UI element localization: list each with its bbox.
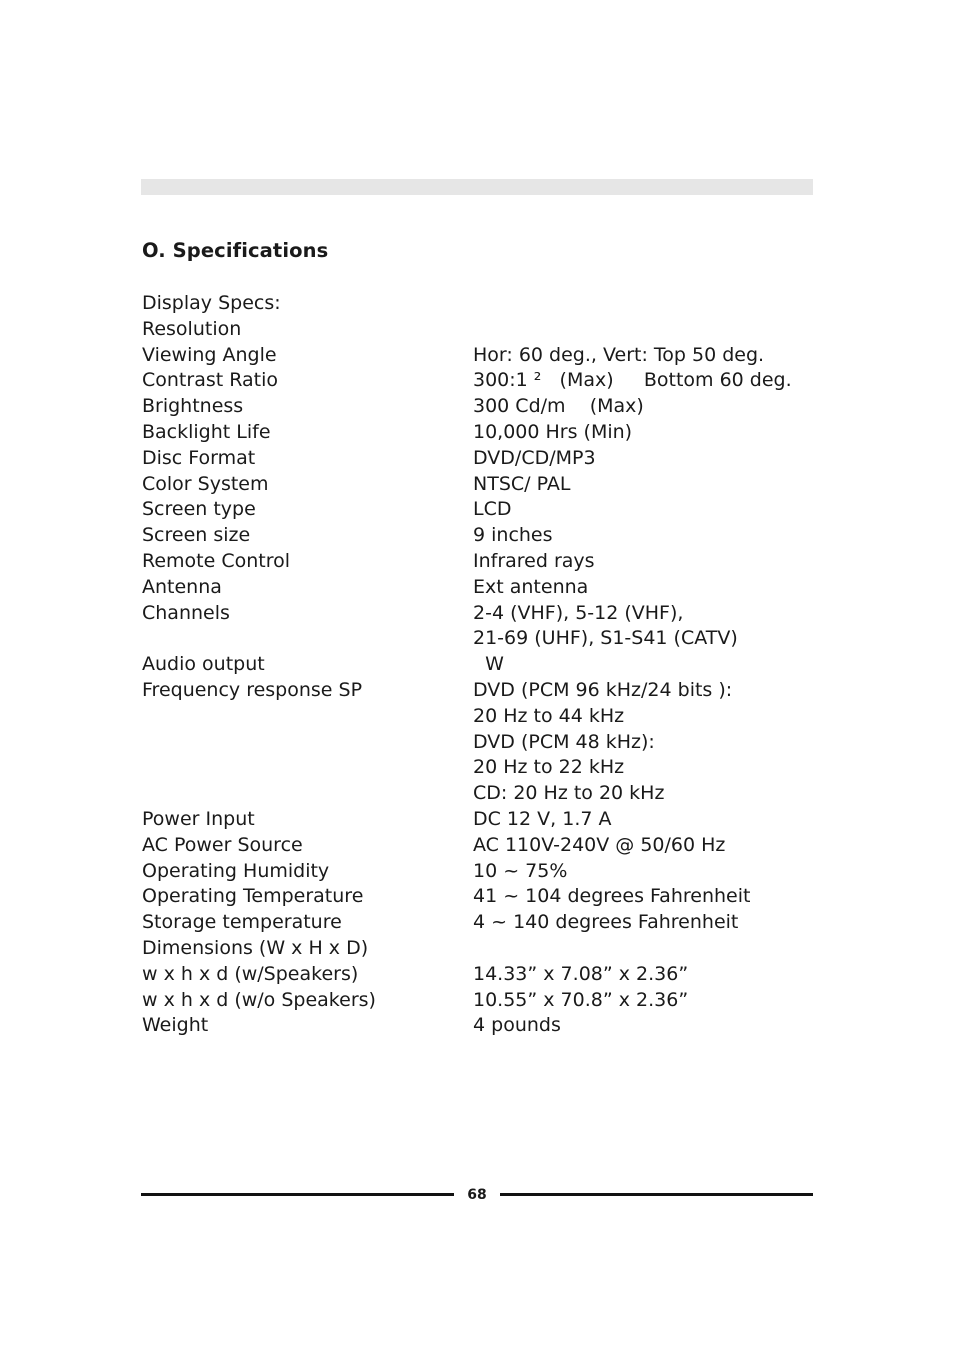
spec-label: Weight <box>142 1014 209 1037</box>
spec-row <box>142 704 822 730</box>
spec-row <box>142 394 822 420</box>
spec-value: 14.33” x 7.08” x 2.36” <box>473 962 689 985</box>
spec-value: 20 Hz to 22 kHz <box>473 756 625 779</box>
section-title: O. Specifications <box>142 239 329 262</box>
spec-label: Dimensions (W x H x D) <box>142 936 369 959</box>
spec-row <box>142 368 822 394</box>
spec-row <box>142 884 822 910</box>
spec-value: 10.55” x 70.8” x 2.36” <box>473 988 689 1011</box>
header-bar <box>141 179 813 195</box>
footer-divider-left <box>141 1193 454 1196</box>
spec-row <box>142 807 822 833</box>
spec-value: DVD (PCM 48 kHz): <box>473 730 655 753</box>
spec-row <box>142 962 822 988</box>
spec-label: Resolution <box>142 317 242 340</box>
spec-label: Operating Temperature <box>142 885 364 908</box>
spec-label: Audio output <box>142 653 265 676</box>
spec-value: AC 110V-240V @ 50/60 Hz <box>473 833 726 856</box>
spec-label: AC Power Source <box>142 833 303 856</box>
spec-value: CD: 20 Hz to 20 kHz <box>473 782 665 805</box>
footer-divider-right <box>500 1193 813 1196</box>
spec-label: w x h x d (w/Speakers) <box>142 962 359 985</box>
spec-label: Storage temperature <box>142 911 342 934</box>
spec-row <box>142 678 822 704</box>
spec-label: Frequency response SP <box>142 678 363 701</box>
specifications-table <box>142 291 822 1039</box>
spec-row <box>142 988 822 1014</box>
spec-label: Screen type <box>142 498 256 521</box>
spec-label: Operating Humidity <box>142 859 330 882</box>
spec-row <box>142 472 822 498</box>
page-number: 68 <box>467 1187 487 1203</box>
spec-row <box>142 859 822 885</box>
spec-value: 10,000 Hrs (Min) <box>473 420 633 443</box>
spec-row <box>142 523 822 549</box>
spec-row <box>142 549 822 575</box>
spec-label: Backlight Life <box>142 420 271 443</box>
spec-value: DVD/CD/MP3 <box>473 446 596 469</box>
spec-row <box>142 910 822 936</box>
spec-value: 4 pounds <box>473 1014 561 1037</box>
spec-row <box>142 446 822 472</box>
spec-value: DC 12 V, 1.7 A <box>473 807 612 830</box>
spec-label: Channels <box>142 601 230 624</box>
spec-label: Power Input <box>142 807 255 830</box>
spec-value: 20 Hz to 44 kHz <box>473 704 625 727</box>
spec-label: Remote Control <box>142 549 291 572</box>
spec-label: Screen size <box>142 524 251 547</box>
spec-value: 21-69 (UHF), S1-S41 (CATV) <box>473 627 738 650</box>
spec-value: 10 ~ 75% <box>473 859 568 882</box>
spec-row <box>142 575 822 601</box>
spec-value: 2-4 (VHF), 5-12 (VHF), <box>473 601 684 624</box>
spec-row <box>142 291 822 317</box>
spec-value: 41 ~ 104 degrees Fahrenheit <box>473 885 751 908</box>
spec-row <box>142 601 822 627</box>
spec-value: 300:1 ² (Max) Bottom 60 deg. <box>473 369 792 392</box>
spec-label: w x h x d (w/o Speakers) <box>142 988 376 1011</box>
spec-value: W <box>473 653 504 676</box>
spec-label: Contrast Ratio <box>142 369 279 392</box>
spec-value: Infrared rays <box>473 549 595 572</box>
spec-label: Disc Format <box>142 446 256 469</box>
spec-row <box>142 343 822 369</box>
spec-label: Antenna <box>142 575 222 598</box>
spec-value: DVD (PCM 96 kHz/24 bits ): <box>473 678 733 701</box>
spec-value: LCD <box>473 498 512 521</box>
spec-label: Display Specs: <box>142 292 281 314</box>
spec-label: Color System <box>142 472 269 495</box>
spec-value: Hor: 60 deg., Vert: Top 50 deg. <box>473 343 765 366</box>
spec-row <box>142 626 822 652</box>
spec-value: 4 ~ 140 degrees Fahrenheit <box>473 911 739 934</box>
spec-value: 9 inches <box>473 524 553 547</box>
spec-value: Ext antenna <box>473 575 589 598</box>
spec-row <box>142 781 822 807</box>
spec-row <box>142 755 822 781</box>
spec-row <box>142 420 822 446</box>
spec-row <box>142 317 822 343</box>
spec-label: Brightness <box>142 395 244 418</box>
spec-row <box>142 1013 822 1039</box>
spec-row <box>142 936 822 962</box>
spec-value: 300 Cd/m (Max) <box>473 395 644 418</box>
spec-label: Viewing Angle <box>142 343 277 366</box>
spec-row <box>142 730 822 756</box>
spec-row <box>142 497 822 523</box>
spec-row <box>142 833 822 859</box>
spec-row <box>142 652 822 678</box>
spec-value: NTSC/ PAL <box>473 472 571 495</box>
